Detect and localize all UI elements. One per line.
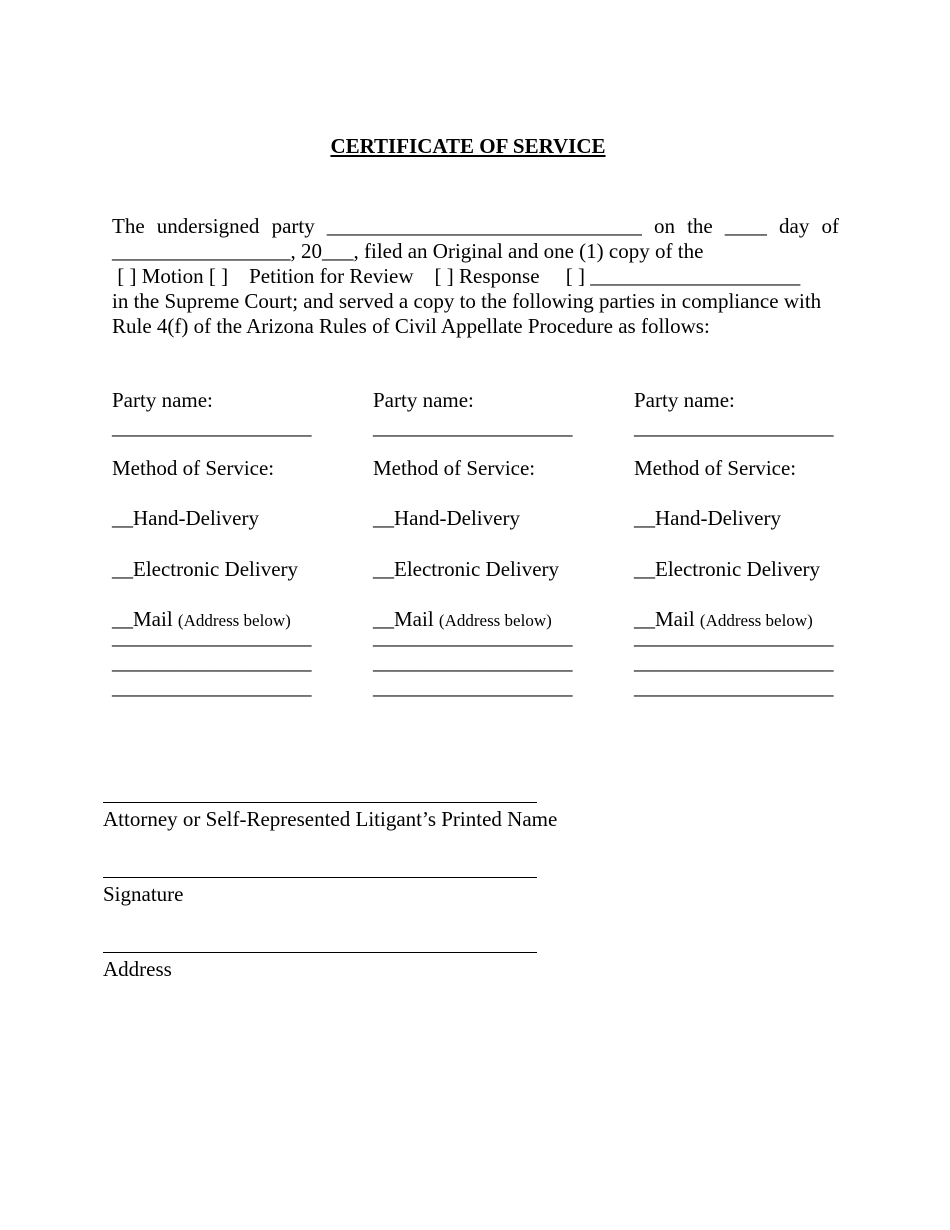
word: the bbox=[687, 214, 713, 238]
party-name-label: Party name: bbox=[112, 388, 213, 412]
day-blank: ____ bbox=[724, 214, 767, 238]
party-name-label: Party name: bbox=[634, 388, 735, 412]
address-line: ___________________ bbox=[373, 650, 573, 674]
word: of bbox=[821, 214, 839, 238]
printed-name-label: Attorney or Self-Represented Litigant’s Printed Name bbox=[103, 807, 558, 831]
party-name-blank: ___________________ bbox=[373, 415, 573, 439]
address-line: ___________________ bbox=[373, 675, 573, 699]
mail-note: (Address below) bbox=[177, 611, 291, 630]
method-of-service-label: Method of Service: bbox=[373, 456, 536, 480]
method-of-service-label: Method of Service: bbox=[112, 456, 275, 480]
hand-delivery-option: __Hand-Delivery bbox=[373, 506, 520, 530]
word: The bbox=[112, 214, 145, 238]
address-line: ___________________ bbox=[373, 625, 573, 649]
address-label: Address bbox=[103, 957, 172, 981]
paragraph-line-2: _________________, 20___, filed an Original and one (1) copy of the bbox=[112, 239, 704, 263]
printed-name-line bbox=[103, 802, 537, 803]
address-line: ___________________ bbox=[634, 650, 834, 674]
electronic-delivery-option: __Electronic Delivery bbox=[112, 557, 299, 581]
method-of-service-label: Method of Service: bbox=[634, 456, 797, 480]
paragraph-line-1 bbox=[112, 214, 839, 239]
mail-label: __Mail bbox=[373, 607, 434, 631]
mail-label: __Mail bbox=[112, 607, 173, 631]
paragraph-line-3: [ ] Motion [ ] Petition for Review [ ] Response [ ] ____________________ bbox=[112, 264, 801, 288]
address-line: ___________________ bbox=[112, 650, 312, 674]
word: undersigned bbox=[156, 214, 260, 238]
address-line: ___________________ bbox=[112, 675, 312, 699]
document-title: CERTIFICATE OF SERVICE bbox=[330, 134, 606, 158]
address-line: ___________________ bbox=[634, 625, 834, 649]
address-line-rule bbox=[103, 952, 537, 953]
mail-label: __Mail bbox=[634, 607, 695, 631]
word: on bbox=[653, 214, 675, 238]
paragraph-line-5: Rule 4(f) of the Arizona Rules of Civil Appellate Procedure as follows: bbox=[112, 314, 710, 338]
party-name-label: Party name: bbox=[373, 388, 474, 412]
mail-note: (Address below) bbox=[699, 611, 813, 630]
signature-label: Signature bbox=[103, 882, 184, 906]
hand-delivery-option: __Hand-Delivery bbox=[634, 506, 781, 530]
party-blank: ______________________________ bbox=[326, 214, 642, 238]
word: party bbox=[271, 214, 315, 238]
signature-line bbox=[103, 877, 537, 878]
party-name-blank: ___________________ bbox=[634, 415, 834, 439]
hand-delivery-option: __Hand-Delivery bbox=[112, 506, 259, 530]
paragraph-line-4: in the Supreme Court; and served a copy to the following parties in compliance with bbox=[112, 289, 822, 313]
mail-note: (Address below) bbox=[438, 611, 552, 630]
address-line: ___________________ bbox=[112, 625, 312, 649]
party-name-blank: ___________________ bbox=[112, 415, 312, 439]
electronic-delivery-option: __Electronic Delivery bbox=[634, 557, 821, 581]
address-line: ___________________ bbox=[634, 675, 834, 699]
electronic-delivery-option: __Electronic Delivery bbox=[373, 557, 560, 581]
word: day bbox=[779, 214, 810, 238]
